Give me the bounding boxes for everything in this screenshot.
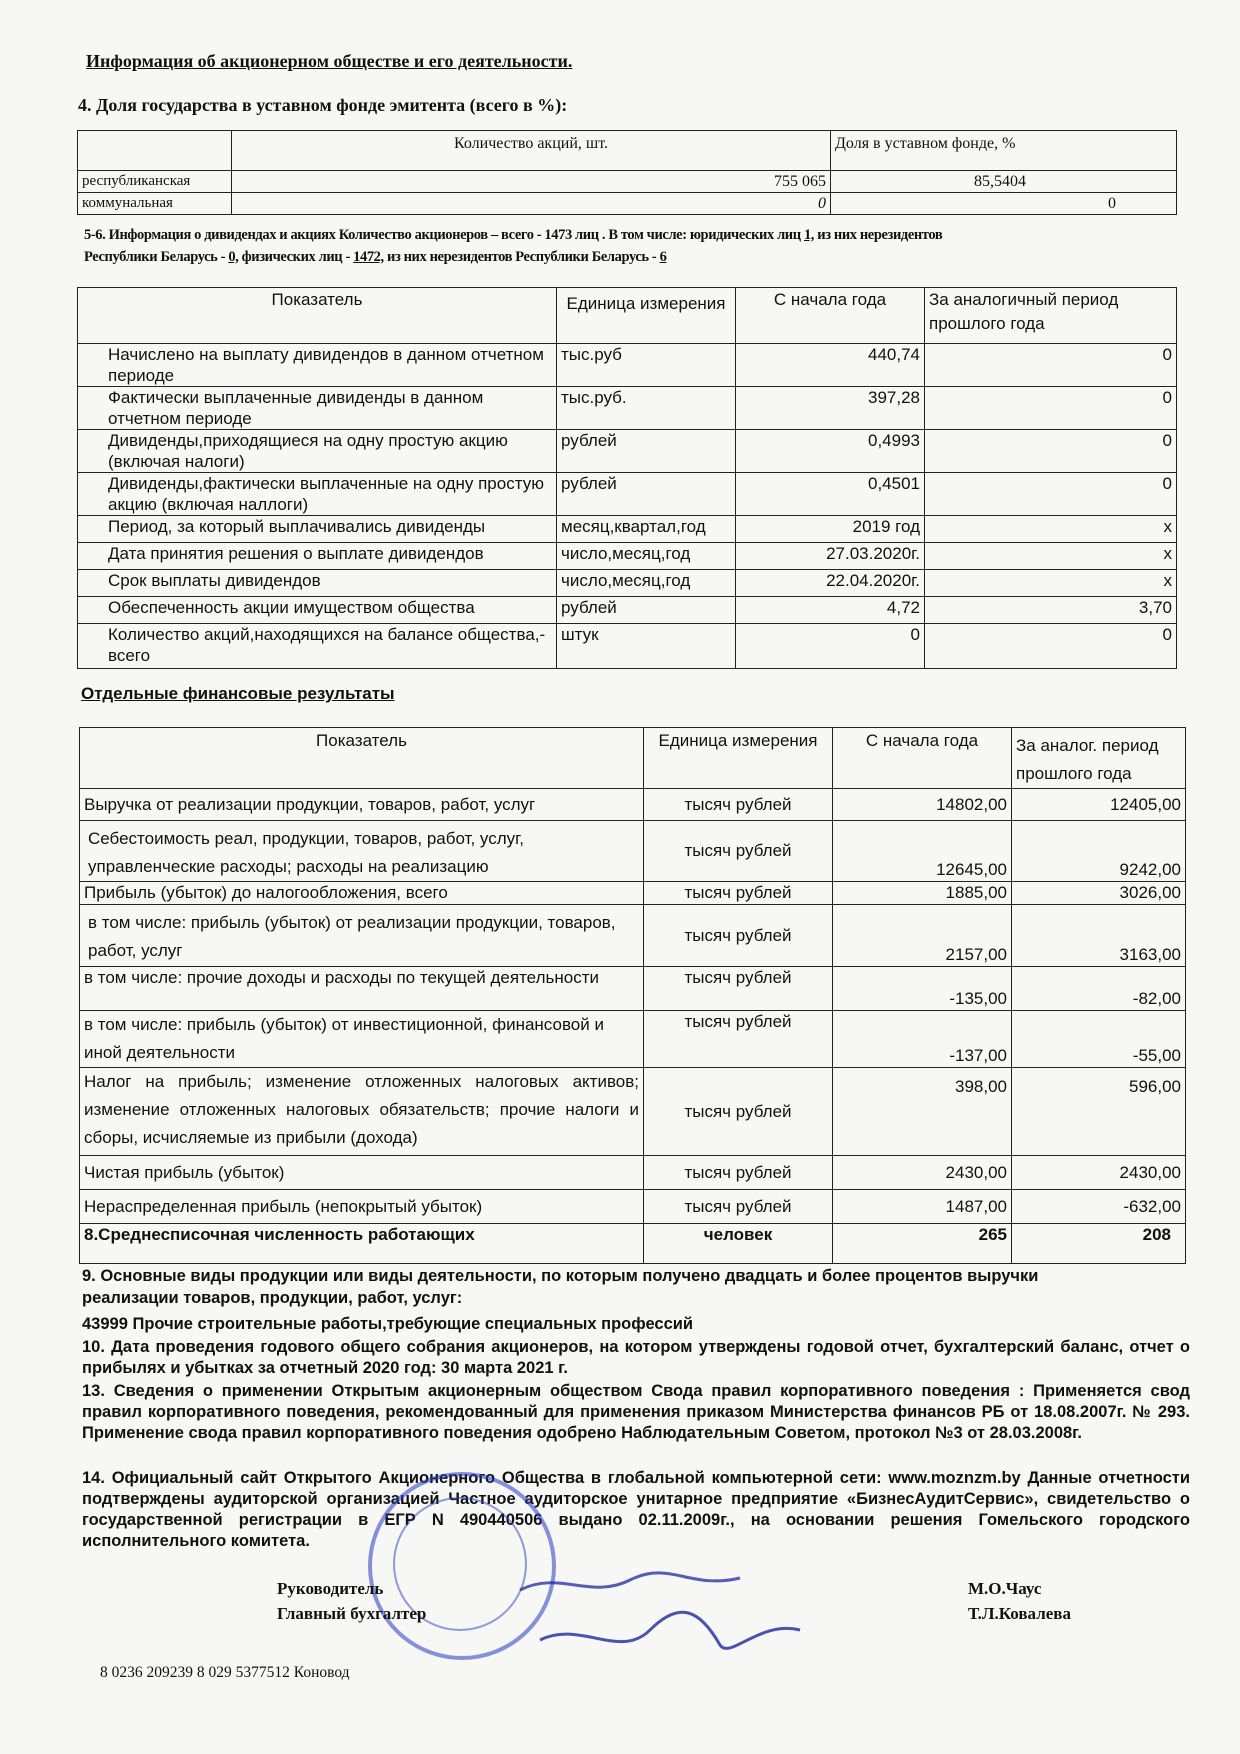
t3-unit: тысяч рублей bbox=[644, 882, 833, 905]
t3-prev: 3026,00 bbox=[1012, 882, 1186, 905]
t3-header-indicator: Показатель bbox=[80, 728, 644, 789]
table-row bbox=[78, 344, 1177, 387]
signatures-svg bbox=[500, 1560, 830, 1670]
table-row bbox=[80, 905, 1186, 967]
t3-unit: тысяч рублей bbox=[644, 1156, 833, 1190]
t3-name: в том числе: прибыль (убыток) от инвестиционной, финансовой и иной деятельности bbox=[80, 1011, 644, 1068]
t1-row-label: коммунальная bbox=[78, 193, 232, 215]
t2-cur: 0,4501 bbox=[736, 473, 925, 516]
t2-prev: х bbox=[925, 543, 1177, 570]
role-director: Руководитель bbox=[277, 1579, 384, 1598]
t2-unit: штук bbox=[557, 624, 736, 669]
t2-cur: 27.03.2020г. bbox=[736, 543, 925, 570]
t2-cur: 4,72 bbox=[736, 597, 925, 624]
t3-unit: тысяч рублей bbox=[644, 905, 833, 967]
t1-header-count: Количество акций, шт. bbox=[232, 131, 831, 171]
t3-prev: 596,00 bbox=[1012, 1068, 1186, 1156]
t2-unit: месяц,квартал,год bbox=[557, 516, 736, 543]
table-row bbox=[78, 597, 1177, 624]
section-9 bbox=[82, 1266, 1190, 1335]
t3-unit: человек bbox=[644, 1224, 833, 1264]
t2-prev: 0 bbox=[925, 473, 1177, 516]
t3-prev: -632,00 bbox=[1012, 1190, 1186, 1224]
t3-name: в том числе: прибыль (убыток) от реализации продукции, товаров, работ, услуг bbox=[80, 905, 644, 967]
t3-header-previous: За аналог. период прошлого года bbox=[1012, 728, 1186, 789]
t2-name: Период, за который выплачивались дивиденды bbox=[78, 516, 557, 543]
t2-cur: 0,4993 bbox=[736, 430, 925, 473]
t2-prev: 0 bbox=[925, 624, 1177, 669]
t2-name: Фактически выплаченные дивиденды в данном отчетном периоде bbox=[78, 387, 557, 430]
t2-header-current: С начала года bbox=[736, 288, 925, 344]
sec56-nonres-legal: 0, bbox=[228, 249, 239, 265]
t3-unit: тысяч рублей bbox=[644, 789, 833, 821]
t1-corner-cell bbox=[78, 131, 232, 171]
t1-row-share: 85,5404 bbox=[831, 171, 1177, 193]
t3-name: Себестоимость реал, продукции, товаров, работ, услуг, управленческие расходы; расходы на реализацию bbox=[80, 821, 644, 882]
t3-unit: тысяч рублей bbox=[644, 967, 833, 1011]
t1-row-share: 0 bbox=[831, 193, 1177, 215]
t2-name: Дивиденды,приходящиеся на одну простую акцию (включая налоги) bbox=[78, 430, 557, 473]
table-row bbox=[78, 193, 1177, 215]
t3-name: Прибыль (убыток) до налогообложения, всего bbox=[80, 882, 644, 905]
t2-name: Обеспеченность акции имуществом общества bbox=[78, 597, 557, 624]
table-row bbox=[80, 821, 1186, 882]
table-row bbox=[80, 882, 1186, 905]
t2-name: Количество акций,находящихся на балансе общества,- всего bbox=[78, 624, 557, 669]
dividends-table bbox=[77, 287, 1177, 669]
t3-name: Выручка от реализации продукции, товаров, работ, услуг bbox=[80, 789, 644, 821]
sec56-text: из них нерезидентов bbox=[814, 227, 943, 243]
financial-results-table bbox=[79, 727, 1186, 1264]
t2-prev: х bbox=[925, 570, 1177, 597]
signature-roles bbox=[277, 1576, 426, 1626]
accountant-name: Т.Л.Ковалева bbox=[968, 1604, 1071, 1623]
t2-unit: рублей bbox=[557, 473, 736, 516]
table-row bbox=[80, 1068, 1186, 1156]
accountant-signature bbox=[540, 1612, 800, 1648]
section-4-title: 4. Доля государства в уставном фонде эмитента (всего в %): bbox=[78, 95, 568, 115]
t3-cur: 2430,00 bbox=[833, 1156, 1012, 1190]
t3-prev: -82,00 bbox=[1012, 967, 1186, 1011]
signature-names bbox=[968, 1576, 1071, 1626]
t3-prev: 2430,00 bbox=[1012, 1156, 1186, 1190]
table-row bbox=[78, 387, 1177, 430]
t3-name: Налог на прибыль; изменение отложенных налоговых активов; изменение отложенных налоговых обязательств; прочие налоги и сборы, исчисляемые из прибыли (дохода) bbox=[80, 1068, 644, 1156]
t1-row-count: 755 065 bbox=[232, 171, 831, 193]
t1-row-count: 0 bbox=[232, 193, 831, 215]
section-10: 10. Дата проведения годового общего собрания акционеров, на котором утверждены годовой отчет, бухгалтерский баланс, отчет о прибылях и убытках за отчетный 2020 год: 30 марта 2021 г. bbox=[82, 1338, 1190, 1377]
t3-cur: 265 bbox=[833, 1224, 1012, 1264]
t2-header-previous: За аналогичный период прошлого года bbox=[925, 288, 1177, 344]
t3-prev: 3163,00 bbox=[1012, 905, 1186, 967]
table-row bbox=[78, 543, 1177, 570]
t3-prev: 12405,00 bbox=[1012, 789, 1186, 821]
t2-unit: тыс.руб bbox=[557, 344, 736, 387]
sec9-activity: 43999 Прочие строительные работы,требующие специальных профессий bbox=[82, 1315, 694, 1333]
t2-prev: 0 bbox=[925, 344, 1177, 387]
t2-unit: число,месяц,год bbox=[557, 570, 736, 597]
table-row bbox=[80, 1011, 1186, 1068]
document-heading: Информация об акционерном обществе и его деятельности. bbox=[86, 51, 573, 71]
t2-name: Дивиденды,фактически выплаченные на одну простую акцию (включая наллоги) bbox=[78, 473, 557, 516]
sec56-text: Республики Беларусь - bbox=[84, 249, 229, 265]
sec56-text: 5-6. Информация о дивидендах и акциях Количество акционеров – всего - 1473 лиц . В том числе: юридических лиц bbox=[84, 227, 804, 243]
t2-name: Начислено на выплату дивидендов в данном отчетном периоде bbox=[78, 344, 557, 387]
t2-header-indicator: Показатель bbox=[78, 288, 557, 344]
role-chief-accountant: Главный бухгалтер bbox=[277, 1604, 427, 1623]
sec9-line2: реализации товаров, продукции, работ, услуг: bbox=[82, 1289, 463, 1307]
t3-prev: -55,00 bbox=[1012, 1011, 1186, 1068]
t3-cur: 12645,00 bbox=[833, 821, 1012, 882]
table-row bbox=[78, 171, 1177, 193]
t3-cur: 1487,00 bbox=[833, 1190, 1012, 1224]
section-13: 13. Сведения о применении Открытым акционерным обществом Свода правил корпоративного поведения : Применяется свод правил корпоративного поведения, рекомендованный для применения приказом Министерства финансов РБ от 18.08.2007г. № 293. Применение свода правил корпоративного поведения одобрено Наблюдательным Советом, протокол №3 от 28.03.2008г. bbox=[82, 1382, 1190, 1442]
t3-prev: 9242,00 bbox=[1012, 821, 1186, 882]
t3-cur: 2157,00 bbox=[833, 905, 1012, 967]
section-14: 14. Официальный сайт Открытого Акционерного Общества в глобальной компьютерной сети: www.moznzm.by Данные отчетности подтверждены аудиторской организацией Частное аудиторское унитарное предприятие «БизнесАудитСервис», свидетельство о государственной регистрации в ЕГР N 490440506 выдано 02.11.2009г., на основании решения Гомельского городского исполнительного комитета. bbox=[82, 1469, 1190, 1550]
t2-prev: х bbox=[925, 516, 1177, 543]
t1-header-share: Доля в уставном фонде, % bbox=[831, 131, 1177, 171]
table-row bbox=[80, 1224, 1186, 1264]
t3-cur: -137,00 bbox=[833, 1011, 1012, 1068]
table-row bbox=[78, 473, 1177, 516]
table-row bbox=[78, 430, 1177, 473]
t2-name: Дата принятия решения о выплате дивидендов bbox=[78, 543, 557, 570]
contact-phones: 8 0236 209239 8 029 5377512 Коновод bbox=[100, 1664, 350, 1681]
t3-name: в том числе: прочие доходы и расходы по текущей деятельности bbox=[80, 967, 644, 1011]
table-row bbox=[80, 967, 1186, 1011]
t3-prev: 208 bbox=[1012, 1224, 1186, 1264]
sec56-individuals: 1472, bbox=[353, 249, 384, 265]
t1-row-label: республиканская bbox=[78, 171, 232, 193]
t3-name: Чистая прибыль (убыток) bbox=[80, 1156, 644, 1190]
t2-unit: рублей bbox=[557, 597, 736, 624]
t3-header-current: С начала года bbox=[833, 728, 1012, 789]
state-share-table bbox=[77, 130, 1177, 215]
section-5-6-line1 bbox=[84, 227, 942, 244]
t3-unit: тысяч рублей bbox=[644, 1190, 833, 1224]
sec56-text: из них нерезидентов Республики Беларусь - bbox=[383, 249, 660, 265]
t3-cur: 14802,00 bbox=[833, 789, 1012, 821]
director-name: М.О.Чаус bbox=[968, 1579, 1042, 1598]
t2-unit: рублей bbox=[557, 430, 736, 473]
table-row bbox=[80, 1156, 1186, 1190]
director-signature bbox=[520, 1573, 740, 1590]
t2-cur: 22.04.2020г. bbox=[736, 570, 925, 597]
t2-cur: 2019 год bbox=[736, 516, 925, 543]
table-row bbox=[80, 789, 1186, 821]
t3-unit: тысяч рублей bbox=[644, 1011, 833, 1068]
t2-cur: 0 bbox=[736, 624, 925, 669]
table-row bbox=[78, 570, 1177, 597]
t2-prev: 0 bbox=[925, 387, 1177, 430]
t2-cur: 440,74 bbox=[736, 344, 925, 387]
t2-cur: 397,28 bbox=[736, 387, 925, 430]
t2-unit: число,месяц,год bbox=[557, 543, 736, 570]
table-row bbox=[78, 516, 1177, 543]
t3-cur: -135,00 bbox=[833, 967, 1012, 1011]
sec9-line1: 9. Основные виды продукции или виды деятельности, по которым получено двадцать и более процентов выручки bbox=[82, 1267, 1039, 1285]
sec56-text: физических лиц - bbox=[238, 249, 354, 265]
table-row bbox=[78, 624, 1177, 669]
t2-unit: тыс.руб. bbox=[557, 387, 736, 430]
t3-cur: 1885,00 bbox=[833, 882, 1012, 905]
financial-results-title: Отдельные финансовые результаты bbox=[81, 684, 395, 703]
t2-prev: 3,70 bbox=[925, 597, 1177, 624]
t3-name: 8.Среднесписочная численность работающих bbox=[80, 1224, 644, 1264]
t3-cur: 398,00 bbox=[833, 1068, 1012, 1156]
t3-unit: тысяч рублей bbox=[644, 1068, 833, 1156]
sec56-legal-count: 1, bbox=[803, 227, 815, 243]
t3-unit: тысяч рублей bbox=[644, 821, 833, 882]
t2-prev: 0 bbox=[925, 430, 1177, 473]
table-row bbox=[80, 1190, 1186, 1224]
section-5-6-line2 bbox=[84, 249, 666, 266]
sec56-nonres-individuals: 6 bbox=[659, 249, 667, 265]
t3-name: Нераспределенная прибыль (непокрытый убыток) bbox=[80, 1190, 644, 1224]
t3-header-unit: Единица измерения bbox=[644, 728, 833, 789]
t2-header-unit: Единица измерения bbox=[557, 288, 736, 344]
t2-name: Срок выплаты дивидендов bbox=[78, 570, 557, 597]
